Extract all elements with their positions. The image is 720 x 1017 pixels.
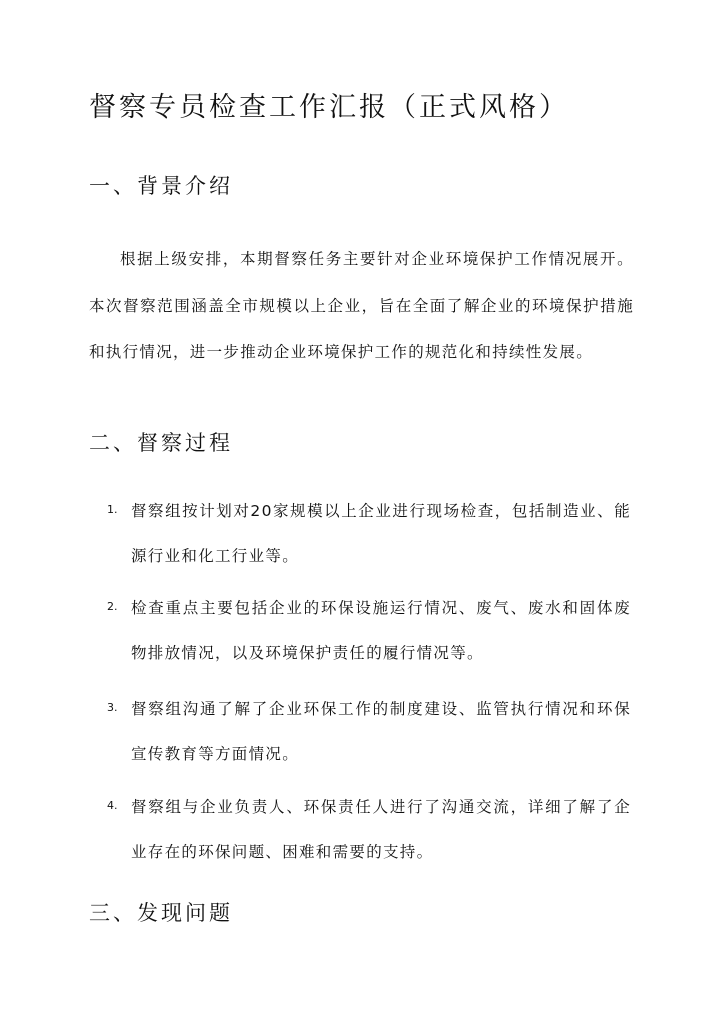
list-item-text: 督察组沟通了解了企业环保工作的制度建设、监管执行情况和环保宣传教育等方面情况。 [131,700,631,763]
list-item-text: 督察组按计划对20家规模以上企业进行现场检查，包括制造业、能源行业和化工行业等。 [131,502,631,565]
list-item-number: 4. [107,799,118,812]
list-item-number: 3. [107,701,118,714]
background-paragraph: 根据上级安排，本期督察任务主要针对企业环境保护工作情况展开。本次督察范围涵盖全市规模以上企业，旨在全面了解企业的环境保护措施和执行情况，进一步推动企业环境保护工作的规范化和持续性发展。 [89,250,634,361]
list-item-number: 2. [107,600,118,613]
list-item-text: 检查重点主要包括企业的环保设施运行情况、废气、废水和固体废物排放情况，以及环境保护责任的履行情况等。 [131,599,631,662]
section-heading-background: 一、背景介绍 [89,174,233,198]
section-heading-process: 二、督察过程 [89,431,233,455]
section-heading-issues: 三、发现问题 [89,901,233,925]
document-title: 督察专员检查工作汇报（正式风格） [89,92,569,123]
list-item-number: 1. [107,503,118,516]
list-item-text: 督察组与企业负责人、环保责任人进行了沟通交流，详细了解了企业存在的环保问题、困难和需要的支持。 [131,798,631,861]
